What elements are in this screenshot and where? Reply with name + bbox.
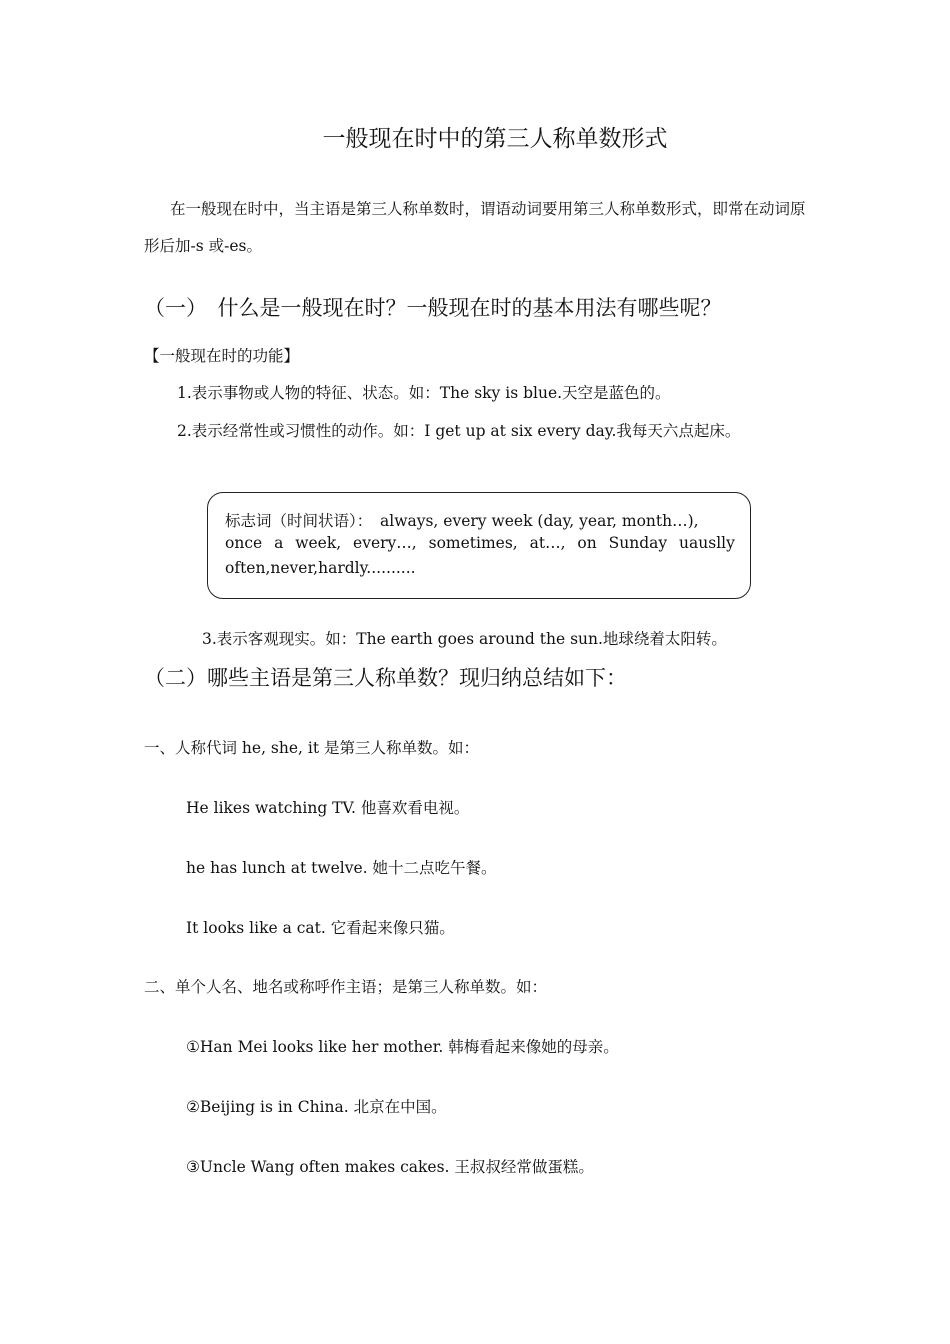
example-sentence: He likes watching TV. 他喜欢看电视。	[186, 799, 470, 817]
signal-word: at…,	[529, 534, 566, 552]
intro-line-1: 在一般现在时中，当主语是第三人称单数时，谓语动词要用第三人称单数形式，即常在动词原	[170, 200, 806, 218]
section1-subheading: 【一般现在时的功能】	[144, 347, 300, 365]
signal-word: uauslly	[679, 534, 735, 552]
usage-item-1: 1.表示事物或人物的特征、状态。如：The sky is blue.天空是蓝色的。	[177, 384, 671, 402]
usage-item-3: 3.表示客观现实。如：The earth goes around the sun.地球绕着太阳转。	[202, 630, 727, 648]
example-sentence: It looks like a cat. 它看起来像只猫。	[186, 919, 455, 937]
example-sentence: ③Uncle Wang often makes cakes. 王叔叔经常做蛋糕。	[186, 1158, 594, 1176]
part1-label: 一、人称代词 he, she, it 是第三人称单数。如：	[144, 739, 480, 757]
signal-word: sometimes,	[428, 534, 518, 552]
example-sentence: ②Beijing is in China. 北京在中国。	[186, 1098, 447, 1116]
example-sentence: ①Han Mei looks like her mother. 韩梅看起来像她的母亲。	[186, 1038, 619, 1056]
signal-word: week,	[295, 534, 342, 552]
part2-label: 二、单个人名、地名或称呼作主语；是第三人称单数。如：	[144, 978, 548, 996]
document-title: 一般现在时中的第三人称单数形式	[322, 126, 668, 152]
signal-words-line-1: 标志词（时间状语）： always, every week (day, year, month…),	[225, 512, 699, 530]
signal-word: once	[225, 534, 263, 552]
signal-words-line-2	[225, 534, 735, 552]
intro-line-2: 形后加-s 或-es。	[144, 237, 262, 255]
example-sentence: he has lunch at twelve. 她十二点吃午餐。	[186, 859, 497, 877]
signal-word: a	[274, 534, 284, 552]
signal-words-box	[207, 492, 751, 599]
section2-heading: （二）哪些主语是第三人称单数？现归纳总结如下：	[144, 666, 627, 690]
usage-item-2: 2.表示经常性或习惯性的动作。如：I get up at six every day.我每天六点起床。	[177, 422, 741, 440]
signal-word: every…,	[353, 534, 417, 552]
signal-word: Sunday	[608, 534, 668, 552]
signal-words-line-3: often,never,hardly..........	[225, 559, 416, 577]
signal-word: on	[577, 534, 597, 552]
section1-heading: （一） 什么是一般现在时？一般现在时的基本用法有哪些呢？	[144, 296, 722, 320]
